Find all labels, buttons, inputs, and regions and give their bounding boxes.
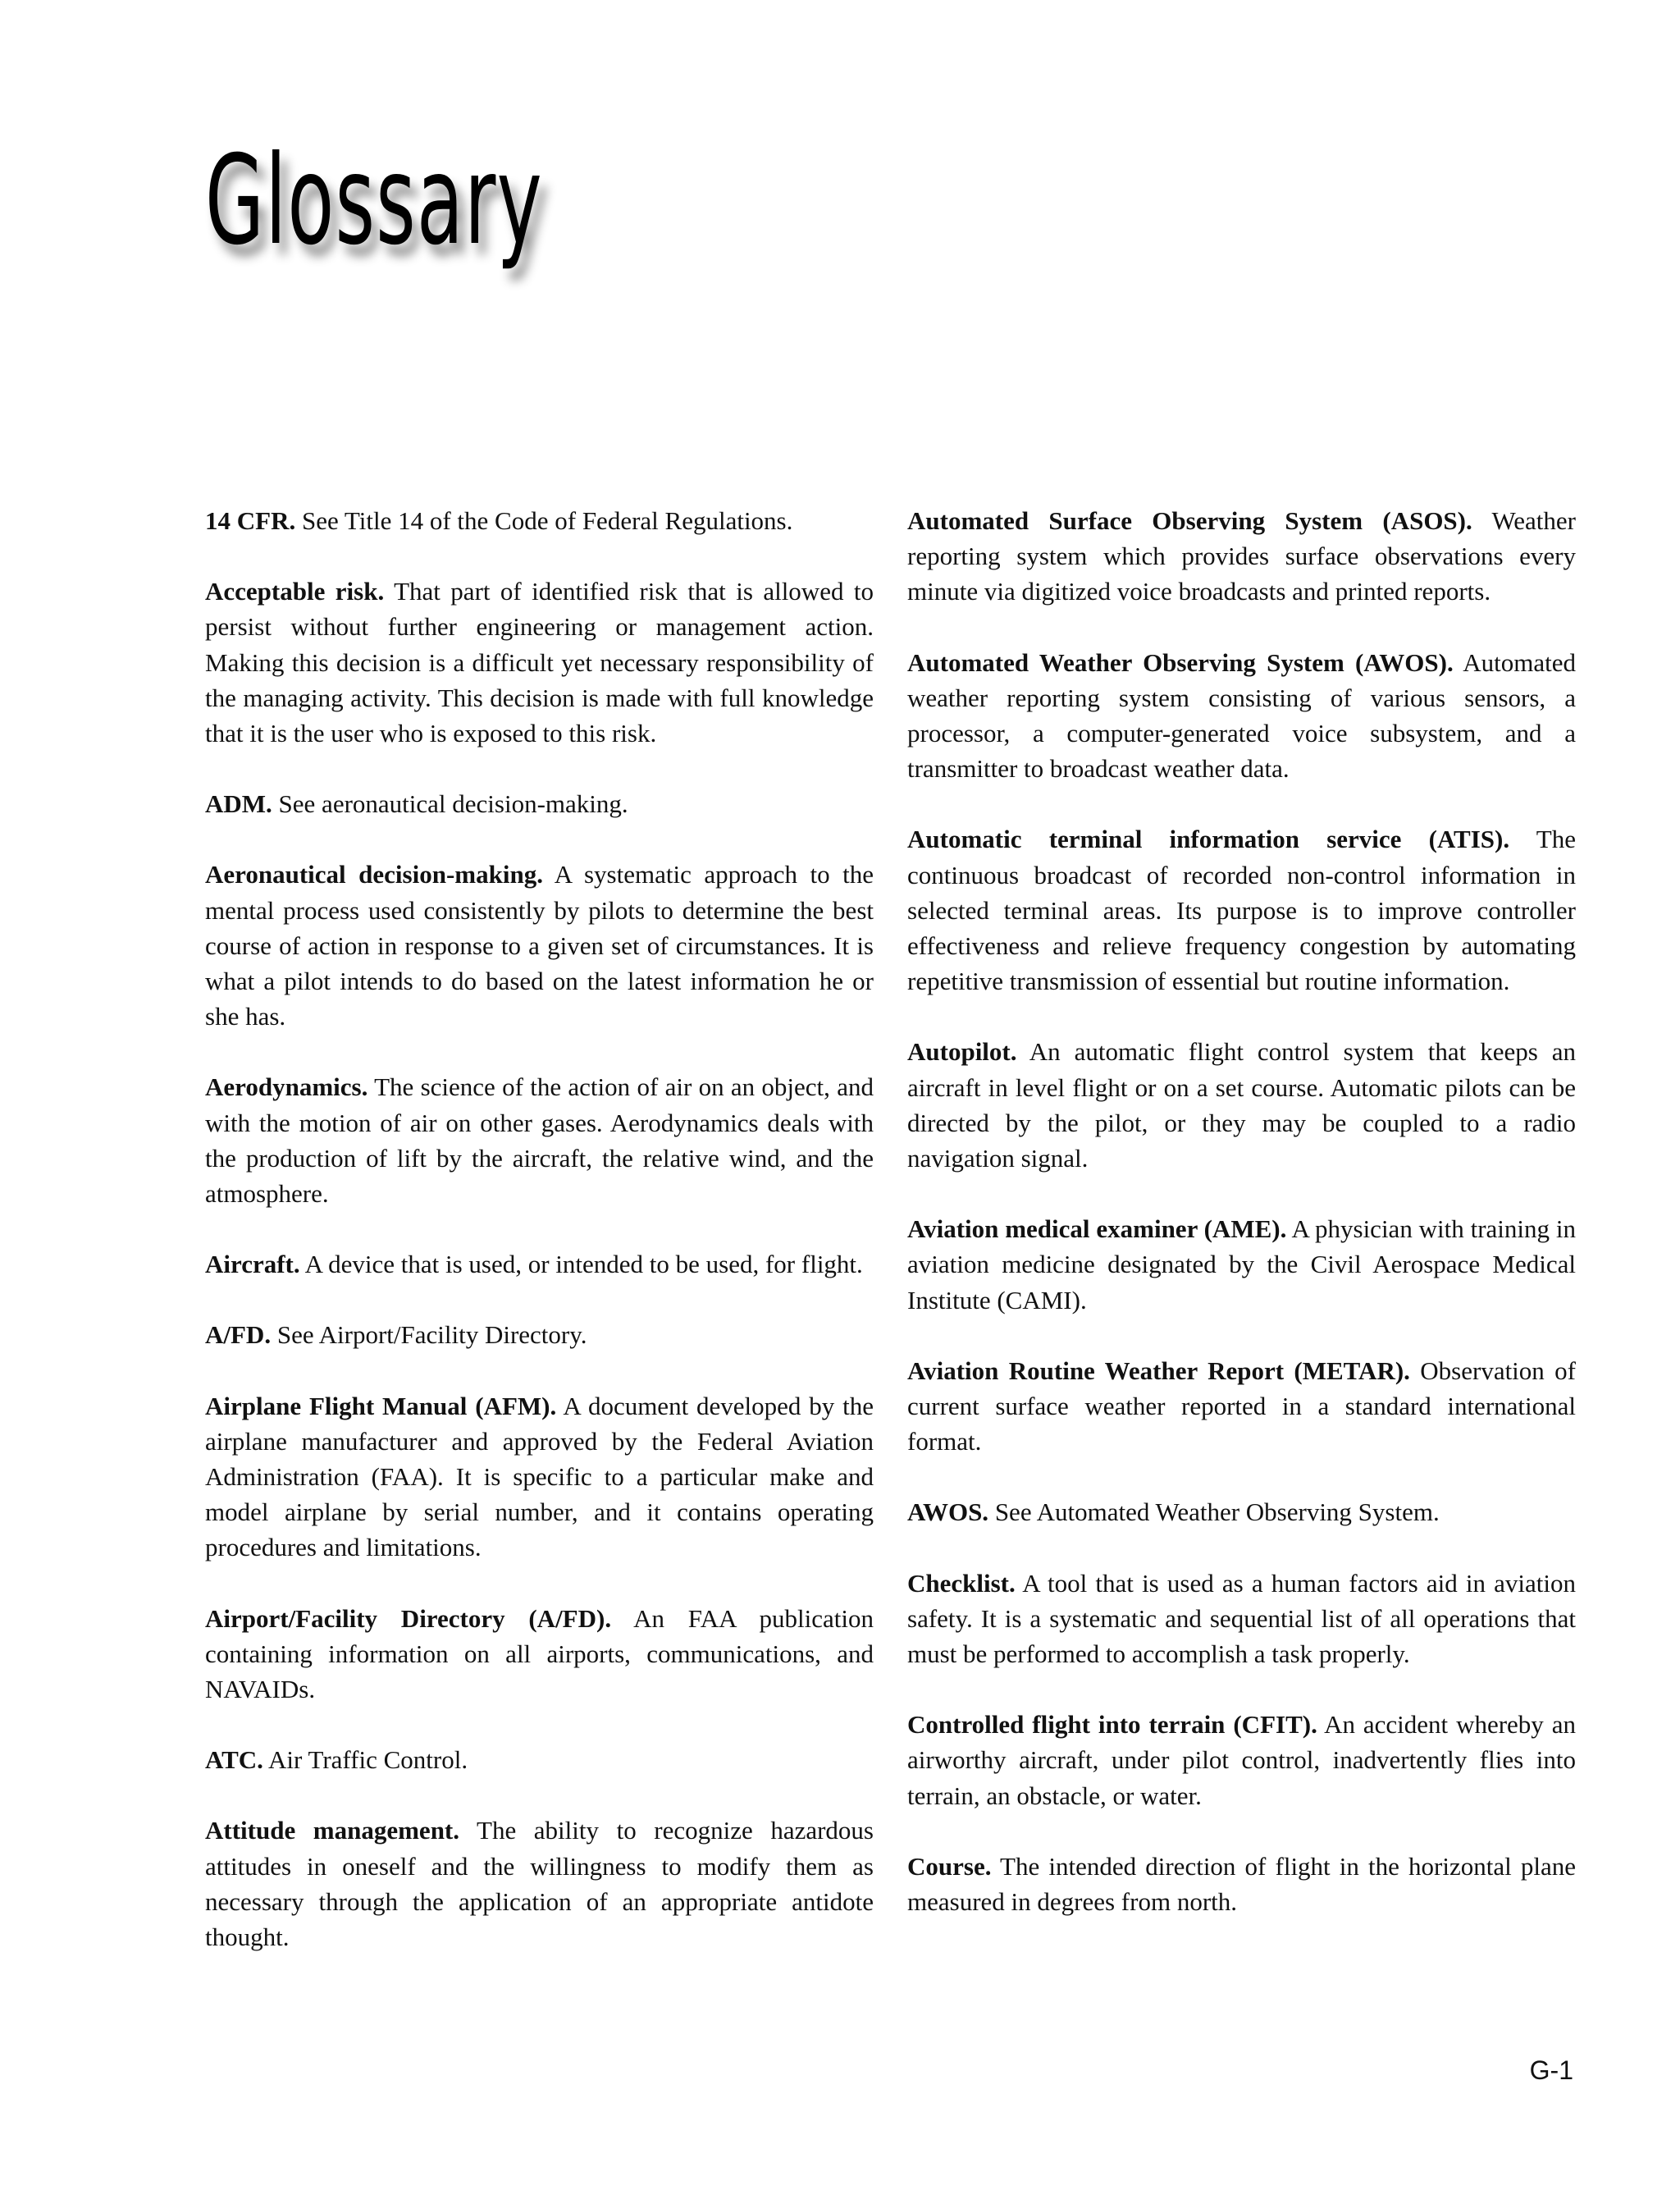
glossary-term: Aeronautical decision-making. (205, 860, 543, 889)
glossary-entry (205, 1601, 874, 1708)
glossary-term: ADM. (205, 789, 272, 819)
glossary-definition: A document developed by the airplane manufacturer and approved by the Federal Aviation Administration (FAA). It is specific to a particular make and model airplane by serial number, and it contains operating procedures and limitations. (205, 1391, 874, 1562)
glossary-definition: The intended direction of flight in the horizontal plane measured in degrees from north. (907, 1851, 1576, 1917)
glossary-term: 14 CFR. (205, 506, 296, 535)
glossary-term: Automatic terminal information service (ATIS). (907, 825, 1510, 854)
glossary-entry (205, 1742, 874, 1777)
glossary-entry (907, 645, 1576, 787)
glossary-definition: The science of the action of air on an object, and with the motion of air on other gases. Aerodynamics deals with the production of lift by the aircraft, the relative wind, and the atmosphere. (205, 1072, 874, 1209)
glossary-term: Checklist. (907, 1568, 1016, 1598)
glossary-definition: An FAA publication containing information on all airports, communications, and NAVAIDs. (205, 1603, 874, 1704)
glossary-definition: See Automated Weather Observing System. (994, 1497, 1440, 1527)
glossary-definition: A systematic approach to the mental process used consistently by pilots to determine the best course of action in response to a given set of circumstances. It is what a pilot intends to do based on the latest information he or she has. (205, 860, 874, 1031)
glossary-entry (907, 1849, 1576, 1919)
glossary-term: Aerodynamics. (205, 1072, 368, 1102)
glossary-entry (205, 574, 874, 751)
glossary-term: ATC. (205, 1745, 263, 1775)
glossary-term: Acceptable risk. (205, 577, 385, 606)
glossary-entry (205, 857, 874, 1034)
glossary-definition: A tool that is used as a human factors aid in aviation safety. It is a systematic and sequential list of all operations that must be performed to accomplish a task properly. (907, 1568, 1576, 1669)
glossary-entry (907, 821, 1576, 999)
glossary-definition: The continuous broadcast of recorded non-control information in selected terminal areas. Its purpose is to improve controller effectiveness and relieve frequency congestion by automating repetitive transmission of essential but routine information. (907, 825, 1576, 996)
glossary-term: A/FD. (205, 1320, 272, 1350)
glossary-term: Aviation Routine Weather Report (METAR). (907, 1356, 1410, 1385)
glossary-entry (205, 1388, 874, 1566)
glossary-term: Attitude management. (205, 1816, 460, 1845)
glossary-term: Airport/Facility Directory (A/FD). (205, 1603, 612, 1633)
glossary-entry (907, 503, 1576, 610)
glossary-entry (205, 1069, 874, 1211)
page-title: Glossary (205, 130, 543, 272)
glossary-definition: See aeronautical decision-making. (278, 789, 628, 819)
page-number: G-1 (1529, 2055, 1573, 2085)
glossary-definition: That part of identified risk that is allowed to persist without further engineering or management action. Making this decision is a difficult yet necessary responsibility of the managing activity. This decision is made with full knowledge that it is the user who is exposed to this risk. (205, 577, 874, 748)
glossary-entry (907, 1494, 1576, 1529)
glossary-entry (907, 1353, 1576, 1460)
glossary-definition: A device that is used, or intended to be used, for flight. (304, 1250, 863, 1279)
glossary-term: AWOS. (907, 1497, 989, 1527)
glossary-definition: A physician with training in aviation medicine designated by the Civil Aerospace Medical Institute (CAMI). (907, 1214, 1576, 1314)
glossary-term: Automated Surface Observing System (ASOS). (907, 506, 1472, 535)
glossary-term: Course. (907, 1851, 992, 1881)
glossary-term: Autopilot. (907, 1037, 1017, 1067)
glossary-entry (907, 1034, 1576, 1176)
glossary-entry (907, 1566, 1576, 1672)
glossary-definition: An accident whereby an airworthy aircraft, under pilot control, inadvertently flies into terrain, an obstacle, or water. (907, 1710, 1577, 1810)
glossary-term: Aviation medical examiner (AME). (907, 1214, 1287, 1244)
glossary-term: Controlled flight into terrain (CFIT). (907, 1710, 1317, 1740)
glossary-term: Aircraft. (205, 1250, 300, 1279)
glossary-term: Airplane Flight Manual (AFM). (205, 1391, 557, 1420)
glossary-entry (907, 1707, 1576, 1813)
glossary-entry (205, 503, 874, 538)
glossary-entry (907, 1211, 1576, 1318)
glossary-definition: See Title 14 of the Code of Federal Regulations. (301, 506, 793, 535)
glossary-definition: Air Traffic Control. (267, 1745, 468, 1775)
glossary-definition: Weather reporting system which provides surface observations every minute via digitized voice broadcasts and printed reports. (907, 506, 1576, 606)
glossary-entry (205, 1813, 874, 1955)
glossary-right-column (907, 503, 1576, 1955)
glossary-definition: See Airport/Facility Directory. (276, 1320, 587, 1350)
glossary-term: Automated Weather Observing System (AWOS). (907, 647, 1454, 677)
glossary-definition: The ability to recognize hazardous attitudes in oneself and the willingness to modify them as necessary through the application of an appropriate antidote thought. (205, 1816, 874, 1952)
glossary-definition: Automated weather reporting system consisting of various sensors, a processor, a computer-generated voice subsystem, and a transmitter to broadcast weather data. (907, 647, 1577, 784)
glossary-entry (205, 1246, 874, 1282)
glossary-entry (205, 1317, 874, 1352)
glossary-definition: An automatic flight control system that keeps an aircraft in level flight or on a set course. Automatic pilots can be directed by the pilot, or they may be coupled to a radio navigation signal. (907, 1037, 1576, 1173)
glossary-entry (205, 786, 874, 821)
glossary-left-column (205, 503, 874, 1990)
glossary-definition: Observation of current surface weather reported in a standard international format. (907, 1356, 1576, 1456)
